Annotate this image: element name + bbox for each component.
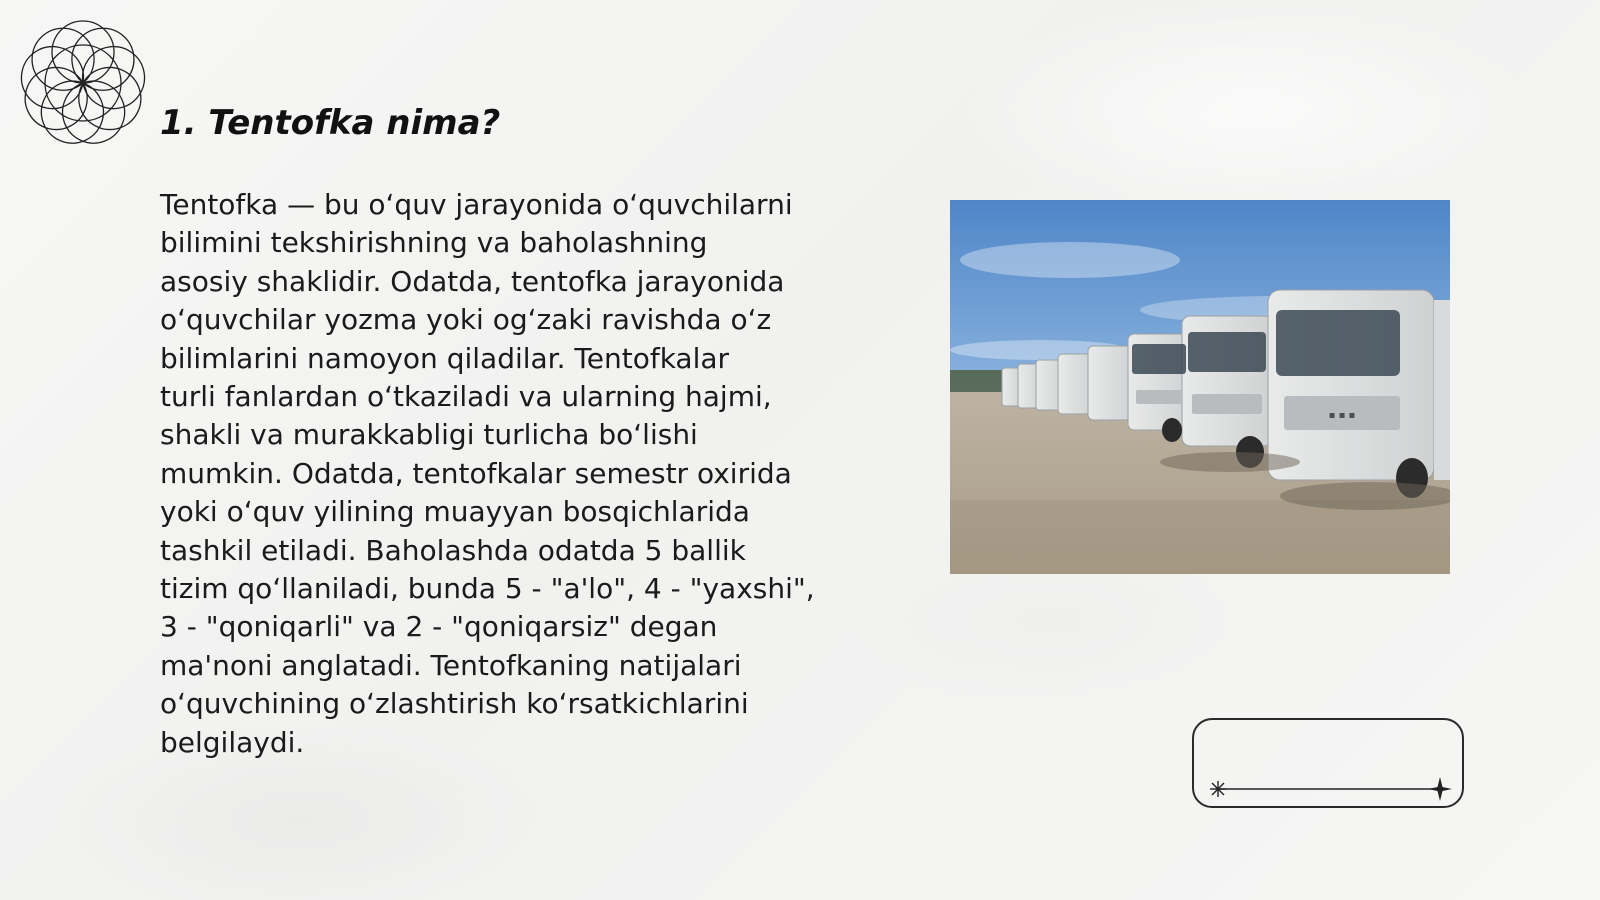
svg-text:▪ ▪ ▪: ▪ ▪ ▪ <box>1328 410 1356 421</box>
trucks-photo <box>950 200 1450 574</box>
circular-line-ornament-icon <box>10 10 156 156</box>
slide-title: 1. Tentofka nima? <box>160 103 501 143</box>
decorative-card <box>1192 718 1464 808</box>
starburst-icon <box>1210 781 1226 797</box>
sparkle-icon <box>1428 777 1452 801</box>
slide-body-text: Tentofka — bu oʻquv jarayonida oʻquvchilarni bilimini tekshirishning va baholashning asosiy shaklidir. Odatda, tentofka jarayonida oʻquvchilar yozma yoki ogʻzaki ravishda oʻz bilimlarini namoyon qiladilar. Tentofkalar turli fanlardan oʻtkaziladi va ularning hajmi, shakli va murakkabligi turlicha boʻlishi mumkin. Odatda, tentofkalar semestr oxirida yoki oʻquv yilining muayyan bosqichlarida tashkil etiladi. Baholashda odatda 5 ballik tizim qoʻllaniladi, bunda 5 - "a'lo", 4 - "yaxshi", 3 - "qoniqarli" va 2 - "qoniqarsiz" degan ma'noni anglatadi. Tentofkaning natijalari oʻquvchining oʻzlashtirish koʻrsatkichlarini belgilaydi. <box>160 188 815 759</box>
